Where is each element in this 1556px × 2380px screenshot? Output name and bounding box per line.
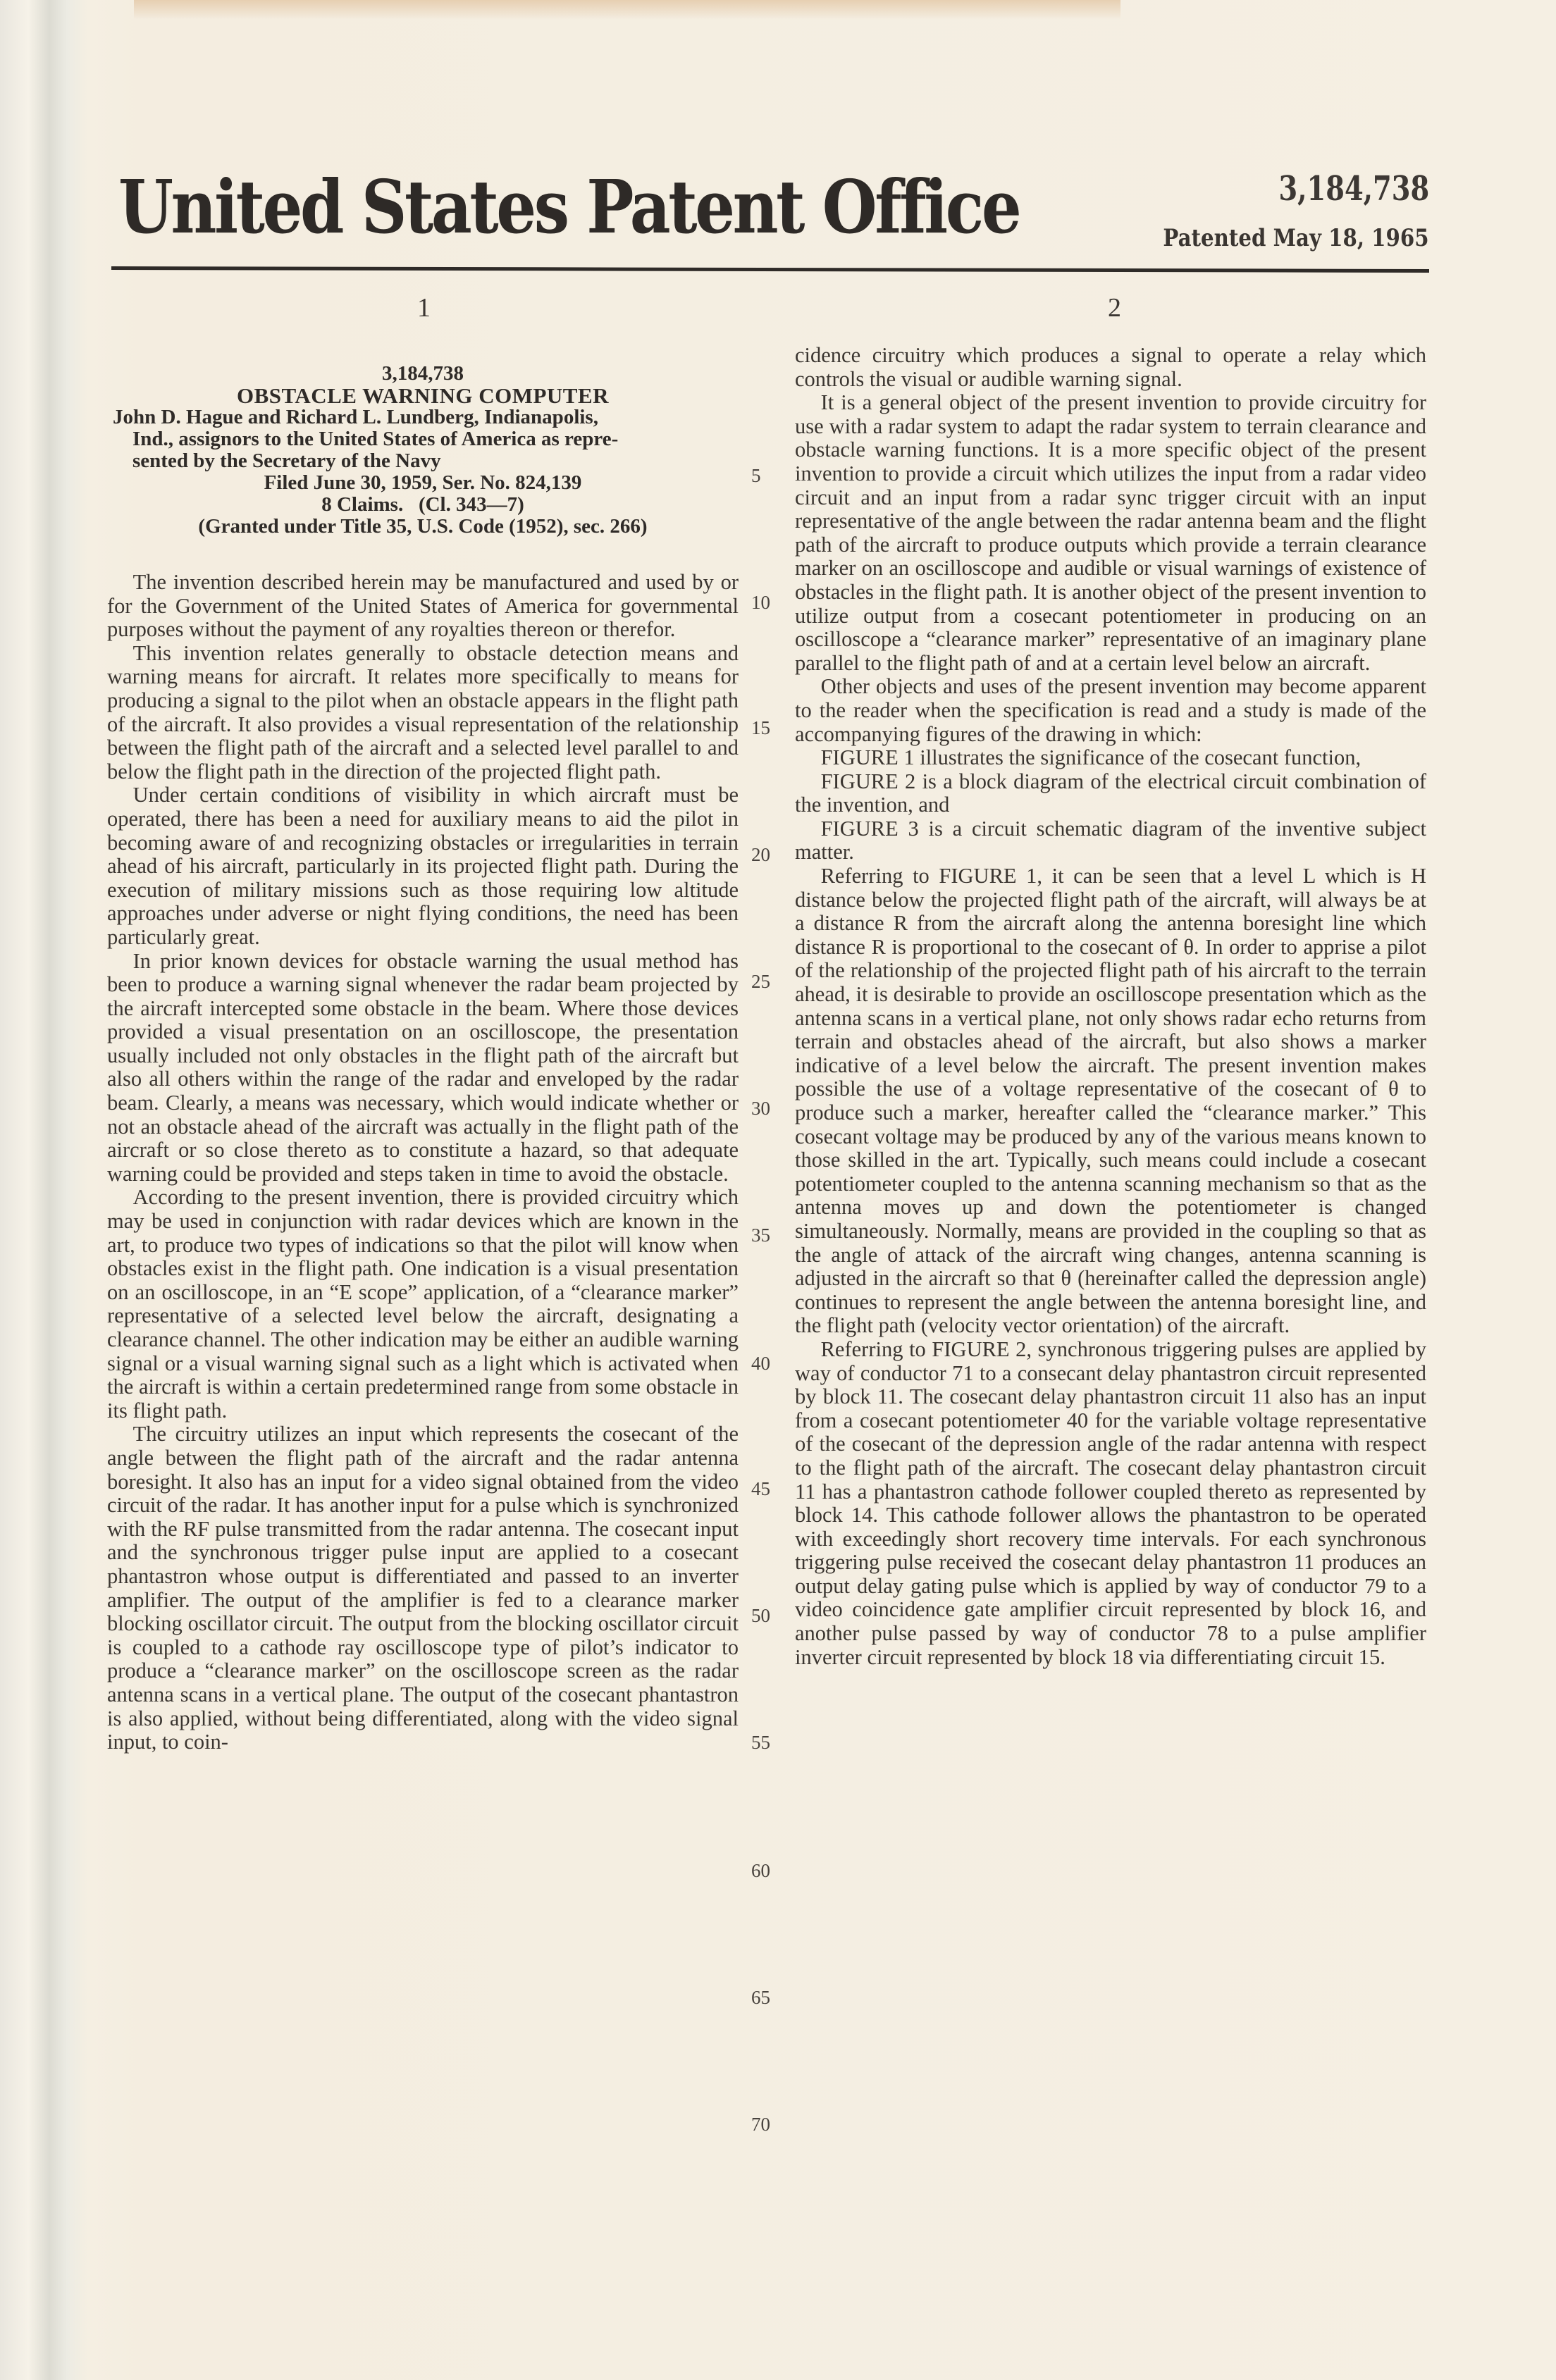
line-number: 20 (751, 844, 770, 865)
inventors-line-2: Ind., assignors to the United States of America as repre- (132, 428, 619, 450)
front-matter-number: 3,184,738 (382, 362, 464, 385)
paragraph: The circuitry utilizes an input which represents the cosecant of the angle between the flight path of the aircraft and the radar antenna boresight. It also has an input for a video signal obtained from the video circuit of the radar. It has another input for a pulse which is synchronized with the RF pulse transmitted from the radar antenna. The cosecant input and the synchronous trigger pulse input are applied to a cosecant phantastron whose output is differentiated and passed to an inverter amplifier. The output of the amplifier is fed to a clearance marker blocking oscillator circuit. The output from the blocking oscillator circuit is coupled to a cathode ray oscilloscope type of pilot’s indicator to produce a “clearance marker” on the oscilloscope screen as the radar antenna scans in a vertical plane. The output of the cosecant phantastron is also applied, without being differentiated, along with the video signal input, to coin- (107, 1422, 739, 1754)
paragraph: Referring to FIGURE 1, it can be seen that a level L which is H distance below the projected flight path of the aircraft, will always be at a distance R from the aircraft along the antenna boresight line which distance R is proportional to the cosecant of θ. In order to apprise a pilot of the relationship of the projected flight path of his aircraft to the terrain ahead, it is desirable to provide an oscilloscope presentation which as the antenna scans in a vertical plane, not only shows radar echo returns from terrain and obstacles ahead of the aircraft, but also shows a marker indicative of a level below the aircraft. The present invention makes possible the use of a voltage representative of the cosecant of θ to produce such a marker, hereafter called the “clearance marker.” This cosecant voltage may be produced by any of the various means known to those skilled in the art. Typically, such means could include a cosecant potentiometer coupled to the antenna scanning mechanism so that as the antenna moves up and down the potentiometer is changed simultaneously. Normally, means are provided in the coupling so that as the angle of attack of the aircraft wing changes, antenna scanning is adjusted in the aircraft so that θ (hereinafter called the depression angle) continues to represent the angle between the antenna boresight line, and the flight path (velocity vector orientation) of the aircraft. (795, 864, 1426, 1338)
paragraph: FIGURE 1 illustrates the significance of the cosecant function, (820, 745, 1362, 770)
line-number: 45 (751, 1478, 770, 1499)
line-number: 40 (751, 1353, 770, 1374)
left-column (107, 571, 739, 1754)
paragraph: Referring to FIGURE 2, synchronous triggering pulses are applied by way of conductor 71 to a consecant delay phantastron circuit represented by block 11. The cosecant delay phantastron circuit 11 also has an input from a cosecant potentiometer 40 for the variable voltage representative of the cosecant of the depression angle of the radar antenna with respect to the flight path of the aircraft. The cosecant delay phantastron circuit 11 has a phantastron cathode follower coupled thereto as represented by block 14. This cathode follower allows the phantastron to be operated with exceedingly short recovery time intervals. For each synchronous triggering pulse received the cosecant delay phantastron 11 produces an output delay gating pulse which is applied by way of conductor 79 to a video coincidence gate amplifier circuit represented by block 16, and another pulse passed by way of conductor 78 to a pulse amplifier inverter circuit represented by block 18 via differentiating circuit 15. (795, 1337, 1426, 1669)
line-number: 70 (751, 2114, 770, 2135)
line-number: 65 (751, 1987, 770, 2008)
paragraph: It is a general object of the present invention to provide circuitry for use with a radar system to adapt the radar system to terrain clearance and obstacle warning functions. It is a more specific object of the present invention to provide a circuit which utilizes the input from a radar video circuit and an input from a radar sync trigger circuit with an input representative of the angle between the radar antenna beam and the flight path of the aircraft to produce outputs which provide a terrain clearance marker on an oscilloscope and audible or visual warnings of existence of obstacles in the flight path. It is another object of the present invention to utilize output from a cosecant potentiometer in producing on an oscilloscope a “clearance marker” representative of an imaginary plane parallel to the flight path of and at a certain level below an aircraft. (795, 390, 1426, 675)
column-number-right: 2 (1108, 293, 1121, 323)
paragraph: Other objects and uses of the present invention may become apparent to the reader when the specification is read and a study is made of the accompanying figures of the drawing in which: (795, 674, 1426, 746)
claims-line: 8 Claims. (Cl. 343—7) (321, 493, 524, 516)
column-number-left: 1 (417, 293, 431, 323)
line-number: 30 (751, 1098, 770, 1119)
paragraph: This invention relates generally to obstacle detection means and warning means for aircraft. It relates more specifically to means for producing a signal to the pilot when an obstacle appears in the flight path of the aircraft. It also provides a visual representation of the relationship between the flight path of the aircraft and a selected level parallel to and below the flight path in the direction of the projected flight path. (107, 640, 739, 783)
patent-number: 3,184,738 (1278, 169, 1429, 209)
paragraph: According to the present invention, there is provided circuitry which may be used in conjunction with radar devices which are known in the art, to produce two types of indications so that the pilot will know when obstacles exist in the flight path. One indication is a visual presentation on an oscilloscope, in an “E scope” application, of a “clearance marker” representative of a selected level below the aircraft, designating a clearance channel. The other indication may be either an audible warning signal or a visual warning signal such as a light which is activated when the aircraft is within a certain predetermined range from some obstacle in its flight path. (107, 1185, 739, 1423)
paragraph: The invention described herein may be manufactured and used by or for the Government of the United States of America for governmental purposes without the payment of any royalties thereon or therefor. (107, 570, 739, 642)
paragraph: In prior known devices for obstacle warning the usual method has been to produce a warning signal whenever the radar beam projected by the aircraft intercepted some obstacle in the beam. Where those devices provided a visual presentation on an oscilloscope, the presentation usually included not only obstacles in the flight path of the aircraft but also all others within the range of the radar and enveloped by the radar beam. Clearly, a means was necessary, which would indicate whether or not an obstacle ahead of the aircraft was actually in the flight path of the aircraft or so close thereto as to constitute a hazard, so that adequate warning could be provided and steps taken in time to avoid the obstacle. (107, 948, 739, 1186)
invention-title: OBSTACLE WARNING COMPUTER (236, 383, 610, 408)
line-number: 35 (751, 1225, 770, 1246)
paragraph: Under certain conditions of visibility in which aircraft must be operated, there has been a need for auxiliary means to aid the pilot in becoming aware of and recognizing obstacles or irregularities in terrain ahead of his aircraft, particularly in its projected flight path. During the execution of military missions such as those requiring low altitude approaches under adverse or night flying conditions, the need has been particularly great. (107, 783, 739, 949)
paragraph: cidence circuitry which produces a signal to operate a relay which controls the visual or audible warning signal. (795, 343, 1426, 391)
paragraph: FIGURE 3 is a circuit schematic diagram of the inventive subject matter. (795, 816, 1426, 864)
line-number: 5 (751, 465, 761, 486)
paragraph: FIGURE 2 is a block diagram of the electrical circuit combination of the invention, and (795, 769, 1426, 817)
inventors-line-3: sented by the Secretary of the Navy (132, 450, 441, 472)
line-number: 50 (751, 1605, 770, 1626)
office-title: United States Patent Office (118, 163, 1020, 250)
paper-stain (134, 0, 1120, 20)
granted-line: (Granted under Title 35, U.S. Code (1952), sec. 266) (198, 515, 648, 538)
line-number: 10 (751, 592, 770, 613)
header-rule (111, 266, 1429, 273)
line-number: 15 (751, 717, 770, 738)
right-column (795, 344, 1426, 1669)
inventors-line-1: John D. Hague and Richard L. Lundberg, Indianapolis, (113, 406, 598, 428)
line-number: 55 (751, 1732, 770, 1753)
line-number: 25 (751, 971, 770, 992)
line-number: 60 (751, 1860, 770, 1881)
filed-line: Filed June 30, 1959, Ser. No. 824,139 (264, 471, 582, 494)
front-matter (113, 363, 733, 538)
patented-date: Patented May 18, 1965 (1163, 224, 1429, 252)
